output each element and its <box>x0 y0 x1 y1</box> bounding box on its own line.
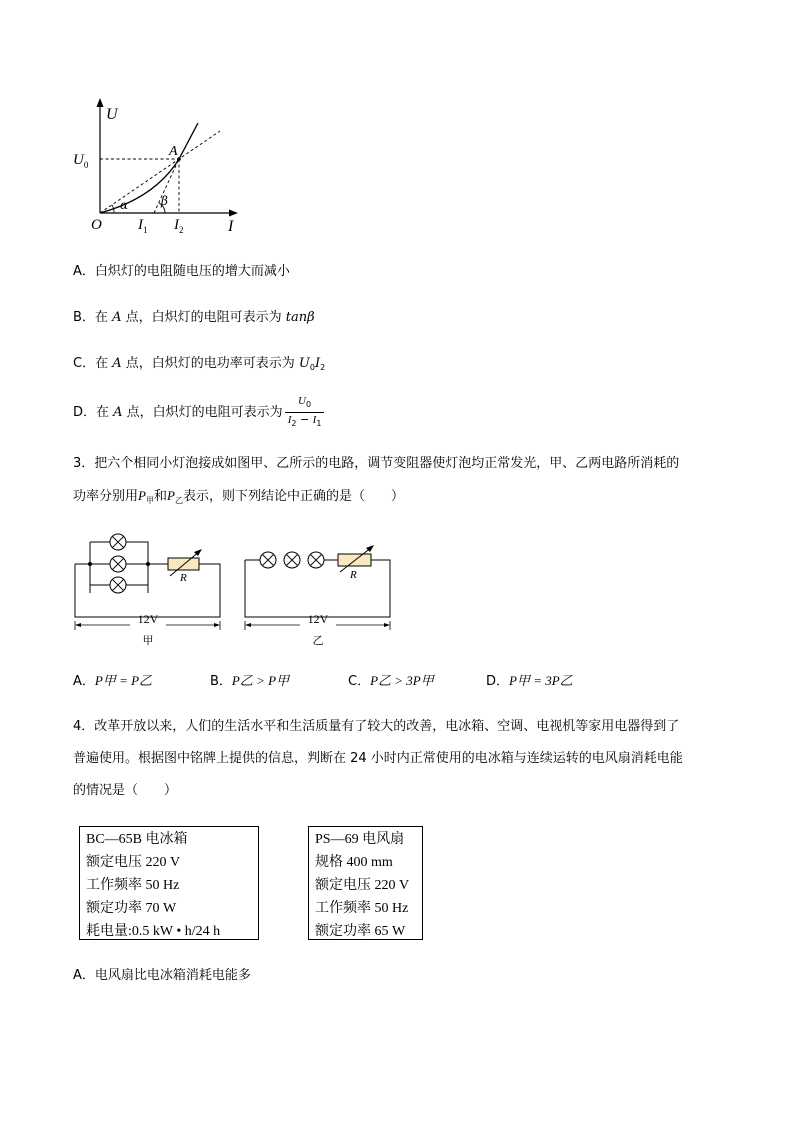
q3-option-a: A．P甲 = P乙 <box>73 673 153 689</box>
fan-voltage: 额定电压 220 V <box>315 878 410 893</box>
q3-option-d: D．P甲 = 3P乙 <box>486 673 573 689</box>
fridge-nameplate <box>79 826 259 940</box>
q2-option-c-expr-i: I <box>314 356 321 371</box>
beta-label: β <box>161 194 168 208</box>
rheostat-label-jia: R <box>180 572 187 584</box>
q2-option-b-expr: tanβ <box>285 310 315 325</box>
bulb-icon <box>260 552 324 568</box>
q2-option-b-prefix: B．在 <box>73 310 113 325</box>
q2-option-c-expr-i-sub: 2 <box>320 363 326 372</box>
q4-line-3: 的情况是（ ） <box>73 783 178 798</box>
q2-option-d-fraction: $\frac{U_0}{I_2 - I_1}$ <box>285 394 325 431</box>
point-a-dot <box>177 157 181 161</box>
q2-option-b <box>73 309 315 327</box>
q3-line-2: 功率分别用$P_甲$和$P_乙$表示，则下列结论中正确的是（ ） <box>73 488 404 505</box>
ui-graph <box>70 95 250 240</box>
junction-dot <box>146 562 150 566</box>
junction-dot <box>88 562 92 566</box>
q2-option-d-mid: 点，白炽灯的电阻可表示为 <box>122 405 283 420</box>
q2-option-c-mid: 点，白炽灯的电功率可表示为 <box>121 356 299 371</box>
i1-label: $I_1$ <box>138 217 148 235</box>
i-axis-arrow <box>229 210 238 217</box>
q2-option-d-point: A <box>113 405 123 420</box>
circuit-label-yi: 乙 <box>312 634 324 647</box>
q4-line-2: 普遍使用。根据图中铭牌上提供的信息，判断在 24 小时内正常使用的电冰箱与连续运转的电风扇消耗电能 <box>73 751 683 766</box>
fan-nameplate <box>308 826 423 940</box>
fridge-model: BC—65B 电冰箱 <box>86 832 188 847</box>
fan-frequency: 工作频率 50 Hz <box>315 901 409 916</box>
u-axis-arrow <box>97 98 104 107</box>
q2-option-c-point: A <box>112 356 122 371</box>
q2-option-b-mid: 点，白炽灯的电阻可表示为 <box>121 310 286 325</box>
q3-option-c: C．P乙 > 3P甲 <box>348 673 434 689</box>
q4-option-a: A．电风扇比电冰箱消耗电能多 <box>73 968 251 983</box>
rheostat-icon <box>338 554 371 566</box>
q2-option-c-prefix: C．在 <box>73 356 113 371</box>
q3-option-b: B．P乙 > P甲 <box>210 673 290 689</box>
u-axis-label: U <box>106 106 118 123</box>
q2-option-b-point: A <box>112 310 122 325</box>
fan-power: 额定功率 65 W <box>315 924 406 939</box>
circuit-label-jia: 甲 <box>142 634 154 647</box>
fan-size: 规格 400 mm <box>315 855 393 870</box>
ui-curve <box>100 123 198 213</box>
q3-line-1: 3．把六个相同小灯泡接成如图甲、乙所示的电路，调节变阻器使灯泡均正常发光，甲、乙两电路所消耗的 <box>73 456 680 471</box>
q2-option-c-expr-u-sub: 0 <box>309 363 315 372</box>
q4-line-1: 4．改革开放以来，人们的生活水平和生活质量有了较大的改善，电冰箱、空调、电视机等家用电器得到了 <box>73 719 680 734</box>
i2-label: $I_2$ <box>174 217 184 235</box>
q2-option-c <box>73 355 325 377</box>
circuit-yi <box>240 527 400 649</box>
q2-option-a: A．白炽灯的电阻随电压的增大而减小 <box>73 264 290 279</box>
voltage-label-yi: 12V <box>307 612 329 626</box>
fridge-consumption: 耗电量:0.5 kW • h/24 h <box>86 924 221 939</box>
point-a-label: A <box>169 144 178 159</box>
fan-model: PS—69 电风扇 <box>315 832 405 847</box>
fridge-power: 额定功率 70 W <box>86 901 177 916</box>
rheostat-icon <box>168 558 199 570</box>
fridge-voltage: 额定电压 220 V <box>86 855 181 870</box>
q2-option-d-prefix: D．在 <box>73 405 114 420</box>
voltage-label-jia: 12V <box>137 612 159 626</box>
fridge-frequency: 工作频率 50 Hz <box>86 878 180 893</box>
rheostat-label-yi: R <box>350 569 357 581</box>
i-axis-label: I <box>228 218 234 235</box>
bulb-icon <box>110 534 126 593</box>
circuit-jia <box>70 527 230 649</box>
q2-option-d <box>73 394 324 431</box>
alpha-label: α <box>120 198 129 212</box>
u0-label: $U_0$ <box>73 152 89 170</box>
origin-label: O <box>91 217 102 233</box>
q2-option-c-expr-u: U <box>298 356 310 371</box>
